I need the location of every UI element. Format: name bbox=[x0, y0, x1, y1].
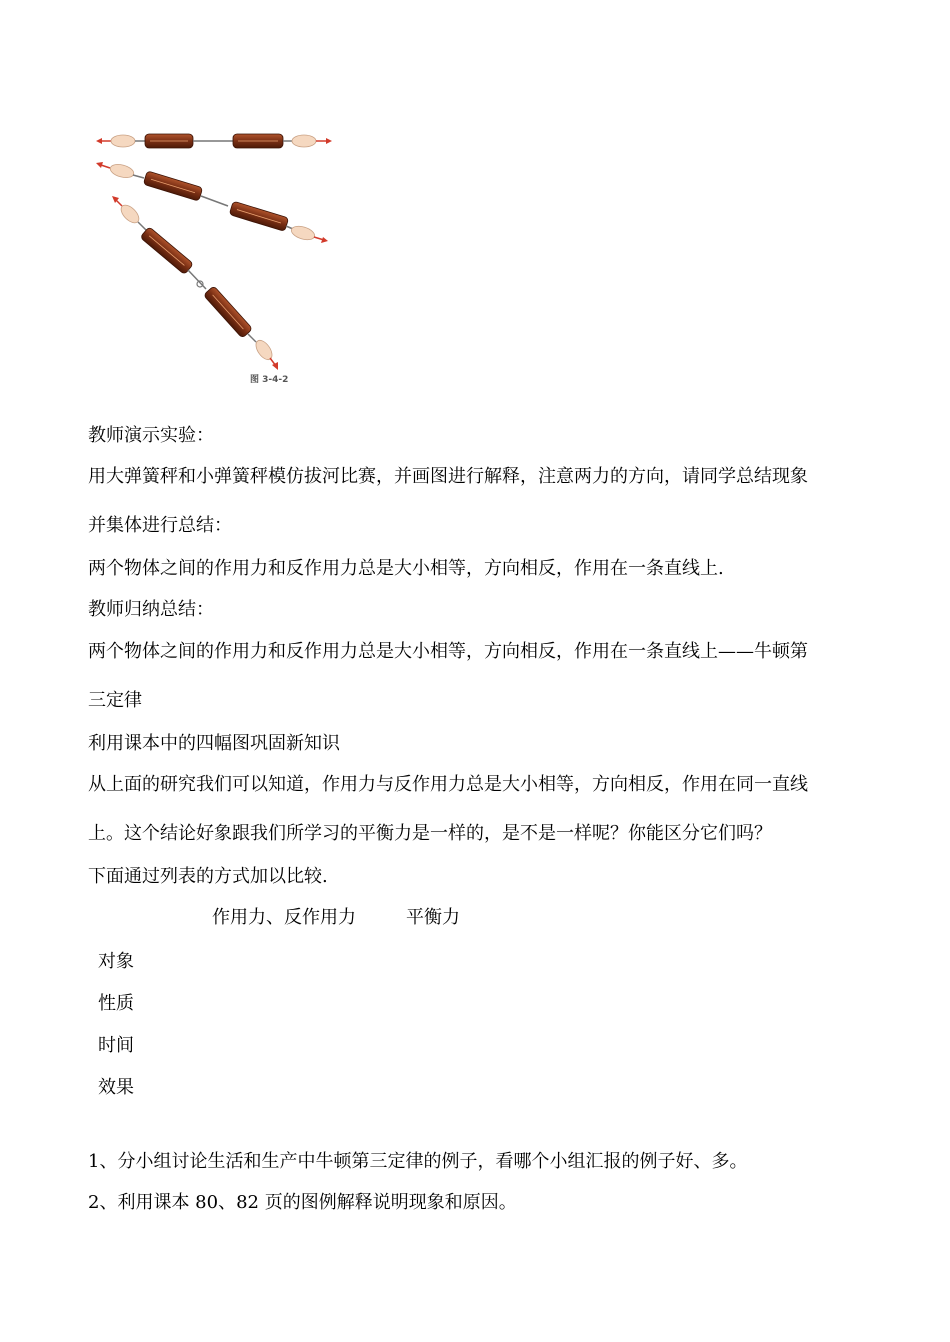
figure-caption: 图 3-4-2 bbox=[250, 375, 289, 385]
paragraph: 下面通过列表的方式加以比较. bbox=[88, 866, 328, 887]
paragraph: 用大弹簧秤和小弹簧秤模仿拔河比赛，并画图进行解释，注意两力的方向，请同学总结现象 bbox=[88, 466, 808, 487]
table-row-label: 性质 bbox=[98, 993, 134, 1014]
paragraph: 利用课本中的四幅图巩固新知识 bbox=[88, 733, 340, 754]
paragraph: 并集体进行总结： bbox=[88, 515, 232, 536]
paragraph: 教师归纳总结： bbox=[88, 599, 214, 620]
table-header: 作用力、反作用力 bbox=[212, 907, 356, 928]
table-row-label: 效果 bbox=[98, 1077, 134, 1098]
task-item: 2、利用课本 80、82 页的图例解释说明现象和原因。 bbox=[88, 1192, 517, 1213]
paragraph: 从上面的研究我们可以知道，作用力与反作用力总是大小相等，方向相反，作用在同一直线 bbox=[88, 774, 808, 795]
task-item: 1、分小组讨论生活和生产中牛顿第三定律的例子，看哪个小组汇报的例子好、多。 bbox=[88, 1151, 748, 1172]
scale-pair-diagonal bbox=[96, 162, 328, 243]
paragraph: 两个物体之间的作用力和反作用力总是大小相等，方向相反，作用在一条直线上——牛顿第 bbox=[88, 641, 808, 662]
table-row-label: 对象 bbox=[98, 951, 134, 972]
spring-scale-figure bbox=[88, 124, 348, 394]
paragraph: 上。这个结论好象跟我们所学习的平衡力是一样的，是不是一样呢？你能区分它们吗？ bbox=[88, 823, 772, 844]
paragraph: 教师演示实验： bbox=[88, 425, 214, 446]
paragraph: 三定律 bbox=[88, 690, 142, 711]
table-header: 平衡力 bbox=[406, 907, 460, 928]
scale-pair-horizontal bbox=[96, 134, 332, 148]
table-row-label: 时间 bbox=[98, 1035, 134, 1056]
spring-scale-illustration bbox=[88, 124, 348, 394]
paragraph: 两个物体之间的作用力和反作用力总是大小相等，方向相反，作用在一条直线上. bbox=[88, 558, 724, 579]
